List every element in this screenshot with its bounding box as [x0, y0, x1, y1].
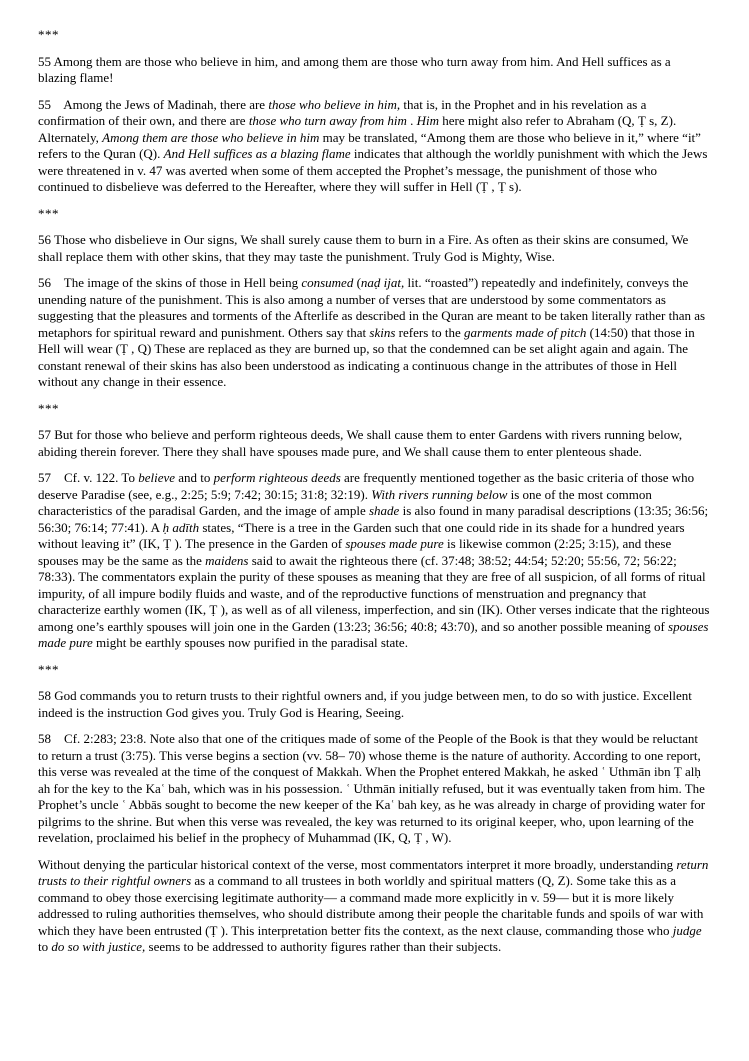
verse-56: [38, 232, 711, 265]
italic-phrase: With rivers running below: [371, 486, 508, 502]
italic-phrase: Him: [416, 113, 440, 128]
text-run: 55 Among them are those who believe in him, and among them are those who turn away from him. And Hell suffices as a blazing flame!: [38, 53, 671, 85]
text-run: to: [38, 939, 52, 954]
commentary-55: [38, 97, 711, 196]
text-run: Without denying the particular historical context of the verse, most commentators interpret it more broadly, understanding: [38, 856, 677, 872]
italic-phrase: maidens: [205, 552, 249, 568]
text-run: 58 Cf. 2:283; 23:8. Note also that one of the critiques made of some of the People of the Book is that they would be reluctant to return a trust (3:75). This verse begins a section (vv. 58– 70) whose theme is the nature of authority. According to one report, this verse was revealed at the time of the conquest of Makkah. When the Prophet entered Makkah, he asked ʿ Uthmān ibn Ṭ alḥ ah for the key to the Kaʿ bah, which was in his possession. ʿ Uthmān initially refused, but it was eventually taken from him. The Prophet’s uncle ʿ Abbās sought to become the new keeper of the Kaʿ bah key, as he was already in charge of providing water for pilgrims to the shrine. But when this verse was revealed, the key was returned to its original keeper, who, upon learning of the revelation, proclaimed his belief in the prophecy of Muhammad (IK, Q, Ṭ , W).: [38, 731, 706, 845]
italic-phrase: shade: [369, 503, 400, 518]
text-run: that is, in the Prophet and in his revelation as a confirmation of their own, and there are: [38, 96, 647, 128]
verse-57: [38, 427, 711, 460]
text-run: said to await the righteous there (cf. 37:48; 38:52; 44:54; 52:20; 55:56, 72; 56:22; 78:33). The commentators explain the purity of these spouses as meaning that they are free of all suspicion, of all forms of ritual impurity, of all impure bodily fluids and waste, and of the reproductive functions of menstruation and pregnancy that characterize earthly women (IK, Ṭ ), as well as of all vileness, imperfection, and sin (IK). Other verses indicate that the righteous among one’s earthly spouses will join one in the Garden (13:23; 36:56; 40:8; 43:70), and so another possible meaning of: [38, 552, 710, 634]
italic-phrase: return trusts to their rightful owners: [38, 856, 709, 888]
text-run: ***: [38, 661, 59, 677]
text-run: 58 God commands you to return trusts to their rightful owners and, if you judge between men, to do so with justice. Excellent indeed is the instruction God gives you. Truly God is Hearing, Seeing.: [38, 688, 692, 720]
italic-phrase: And Hell suffices as a blazing flame: [163, 146, 351, 161]
italic-phrase: spouses made pure: [345, 536, 444, 551]
text-run: ***: [38, 400, 59, 416]
commentary-57: [38, 470, 711, 652]
text-run: (: [353, 275, 361, 290]
section-separator-1: [38, 27, 711, 44]
section-separator-3: [38, 401, 711, 418]
text-run: .: [406, 113, 417, 128]
text-run: as a command to all trustees in both worldly and spiritual matters (Q, Z). Some take this as a command to obey those exercising legitimate authority— a command made more explicitly in v. 59— but it is more likely addressed to ruling authorities themselves, who should distribute among their people the charitable funds and spoils of war with which they have been entrusted (Ṭ ). This interpretation better fits the context, as the next clause, commanding those who: [38, 873, 704, 938]
italic-phrase: perform righteous deeds: [213, 470, 341, 485]
italic-phrase: those who believe in him,: [268, 96, 401, 112]
italic-phrase: skins: [369, 324, 396, 340]
italic-phrase: those who turn away from him: [248, 113, 407, 128]
italic-phrase: ḥ adīth: [162, 519, 200, 535]
text-run: is likewise common (2:25; 3:15), and these spouses may be the same as the: [38, 536, 672, 568]
text-run: and to: [175, 470, 214, 485]
text-run: (14:50) that those in Hell will wear (Ṭ , Q) These are replaced as they are burned up, so that the condemned can be set alight again and again. The constant renewal of their skins has also been understood as indicating a continuous change in the attributes of those in Hell without any change in their essence.: [38, 324, 695, 389]
italic-phrase: consumed: [301, 275, 354, 290]
verse-58: [38, 688, 711, 721]
section-separator-2: [38, 206, 711, 223]
section-separator-4: [38, 662, 711, 679]
italic-phrase: garments made of pitch: [464, 324, 587, 340]
text-run: 57 Cf. v. 122. To: [38, 470, 139, 485]
commentary-58-continued: [38, 857, 711, 956]
text-run: are frequently mentioned together as the basic criteria of those who deserve Paradise (see, e.g., 2:25; 5:9; 7:42; 30:15; 31:8; 32:19).: [38, 470, 695, 502]
text-run: 56 The image of the skins of those in Hell being: [38, 275, 302, 290]
text-run: 57 But for those who believe and perform righteous deeds, We shall cause them to enter Gardens with rivers running below, abiding therein forever. There they shall have spouses made pure, and We shall cause them to enter plenteous shade.: [38, 427, 683, 459]
italic-phrase: judge: [672, 922, 702, 938]
italic-phrase: naḍ ijat,: [360, 275, 405, 290]
text-run: is also found in many paradisal descriptions (13:35; 36:56; 56:30; 76:14; 77:41). A: [38, 503, 709, 535]
commentary-56: [38, 275, 711, 391]
text-run: ***: [38, 27, 59, 42]
text-run: seems to be addressed to authority figures rather than their subjects.: [145, 939, 502, 954]
italic-phrase: believe: [138, 470, 176, 485]
verse-55: [38, 54, 711, 87]
text-run: ***: [38, 205, 59, 221]
commentary-58: [38, 731, 711, 847]
italic-phrase: do so with justice,: [51, 939, 146, 954]
text-run: lit. “roasted”) repeatedly and indefinitely, conveys the unending nature of the punishment. This is also among a number of verses that are understood by some commentators as suggesting that the pleasures and torments of the Afterlife as described in the Quran are meant to be taken literally rather than as metaphors for spiritual reward and punishment. Others say that: [38, 275, 706, 340]
text-run: indicates that although the worldly punishment with which the Jews were threatened in v. 47 was averted when some of them accepted the Prophet’s message, the punishment of those who continued to disbelieve was deferred to the Hereafter, where they will suffer in Hell (Ṭ , Ṭ s).: [38, 146, 708, 194]
text-run: is one of the most common characteristics of the paradisal Garden, and the image of ample: [38, 486, 652, 518]
text-run: here might also refer to Abraham (Q, Ṭ s, Z). Alternately,: [38, 113, 677, 145]
text-run: 56 Those who disbelieve in Our signs, We shall surely cause them to burn in a Fire. As often as their skins are consumed, We shall replace them with other skins, that they may taste the punishment. Truly God is Mighty, Wise.: [38, 232, 689, 264]
text-run: 55 Among the Jews of Madinah, there are: [38, 96, 269, 112]
text-run: states, “There is a tree in the Garden such that one could ride in its shade for a hundred years without leaving it” (IK, Ṭ ). The presence in the Garden of: [38, 519, 685, 551]
italic-phrase: spouses made pure: [38, 618, 709, 650]
italic-phrase: Among them are those who believe in him: [102, 129, 320, 145]
text-run: refers to the: [395, 324, 465, 340]
text-run: may be translated, “Among them are those who believe in it,” where “it” refers to the Quran (Q).: [38, 129, 701, 161]
text-run: might be earthly spouses now purified in the paradisal state.: [92, 635, 408, 650]
document-body: [38, 27, 711, 956]
